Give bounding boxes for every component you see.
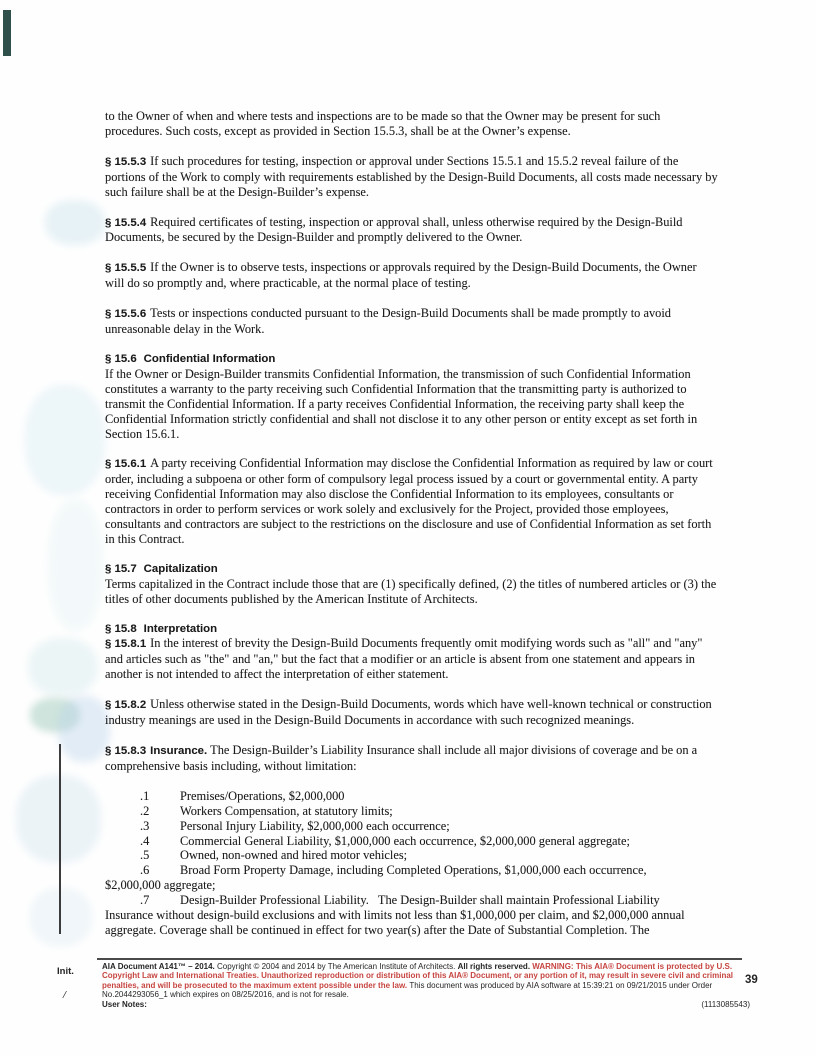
item-number: .1 — [140, 788, 150, 803]
scan-artifact — [45, 200, 105, 245]
item-number: .5 — [140, 848, 150, 863]
item-number: .6 — [140, 863, 150, 878]
item-text: Workers Compensation, at statutory limits; — [180, 803, 393, 818]
section-15-6-1 — [105, 456, 718, 546]
paragraph-text: The Design-Builder’s Liability Insurance shall include all major divisions of coverage and be on a comprehensive basis including, without limitation: — [105, 743, 698, 773]
section-number: § 15.8.2 — [105, 699, 147, 712]
paragraph-text: In the interest of brevity the Design-Build Documents frequently omit modifying words such as "all" and "any" and articles such as "the" and "an," but the fact that a modifier or an article is absent from one statement and appears in another is not intended to affect the interpretation of either statement. — [105, 636, 703, 682]
item-number: .4 — [140, 833, 150, 848]
footer-legal-text — [102, 962, 750, 1000]
section-number: § 15.8.1 — [105, 638, 147, 651]
section-number: § 15.7 — [105, 562, 137, 575]
section-number: § 15.8 — [105, 622, 137, 635]
footer-doc-title: AIA Document A141™ – 2014. — [102, 962, 215, 971]
paragraph-text: Terms capitalized in the Contract include those that are (1) specifically defined, (2) the titles of numbered articles or (3) the titles of other documents published by the American Institute of Architects. — [105, 576, 717, 606]
section-number: § 15.6.1 — [105, 458, 147, 471]
item-text: Personal Injury Liability, $2,000,000 each occurrence; — [180, 818, 450, 833]
paragraph-continuation — [105, 109, 718, 139]
paragraph-text: If such procedures for testing, inspection or approval under Sections 15.5.1 and 15.5.2 reveal failure of the portions of the Work to comply with requirements established by the Design-Build Documents, all costs made necessary by such failure shall be at the Design-Builder’s expense. — [105, 153, 718, 199]
scan-artifact — [58, 696, 110, 762]
section-number: § 15.5.6 — [105, 308, 147, 321]
insurance-item — [105, 834, 718, 849]
scan-artifact — [30, 888, 92, 946]
insurance-item — [105, 848, 718, 863]
footer-divider — [97, 958, 742, 960]
section-title: Interpretation — [143, 622, 218, 635]
heading-15-8 — [105, 622, 718, 637]
section-number: § 15.5.5 — [105, 262, 147, 275]
scan-edge-mark — [3, 10, 11, 56]
paragraph-text: If the Owner or Design-Builder transmits Confidential Information, the transmission of such Confidential Information constitutes a warranty to the party receiving such Confidential Information that the transmitting party is authorized to transmit the Confidential Information. If a party receives Confidential Information, the receiving party shall keep the Confidential Information strictly confidential and shall not disclose it to any other person or entity except as set forth in Section 15.6.1. — [105, 366, 698, 441]
section-15-8-1 — [105, 636, 718, 682]
section-15-7-body — [105, 577, 718, 607]
page-number: 39 — [745, 974, 758, 986]
margin-change-bar — [59, 744, 61, 934]
paragraph-text: Unless otherwise stated in the Design-Build Documents, words which have well-known technical or construction industry meanings are used in the Design-Build Documents in accordance with such recognized meanings. — [105, 697, 712, 728]
heading-15-7 — [105, 562, 718, 577]
item-number: .2 — [140, 803, 150, 818]
section-15-8-2 — [105, 697, 718, 728]
paragraph-text: If the Owner is to observe tests, inspections or approvals required by the Design-Build Documents, the Owner will do so promptly and, where practicable, at the normal place of testing. — [105, 260, 697, 291]
footer-warning: WARNING: This AIA® Document is protected by U.S. Copyright Law and International Treaties. Unauthorized reproduction or distribution of this AIA® Document, or any portion of it, may result in severe civil and criminal penalties, and will be prosecuted to the maximum extent possible under the law. — [102, 962, 734, 990]
insurance-item-continuation: $2,000,000 aggregate; — [105, 878, 216, 893]
section-number: § 15.6 — [105, 352, 137, 365]
init-label: Init. — [57, 966, 74, 977]
insurance-item — [105, 863, 718, 878]
item-text: Premises/Operations, $2,000,000 — [180, 788, 345, 803]
section-title: Confidential Information — [143, 352, 276, 365]
paragraph-text: Tests or inspections conducted pursuant to the Design-Build Documents shall be made promptly to avoid unreasonable delay in the Work. — [105, 306, 671, 337]
footer-produced: This document was produced by AIA software at 15:39:21 on 09/21/2015 under Order No.2044293056_1 which expires on 08/25/2016, and is not for resale. — [102, 980, 713, 1000]
insurance-item — [105, 819, 718, 834]
document-body — [105, 109, 718, 953]
document-id: (1113085543) — [701, 1000, 750, 1010]
user-notes-label: User Notes: — [102, 1000, 147, 1010]
paragraph-text: to the Owner of when and where tests and inspections are to be made so that the Owner may be present for such procedures. Such costs, except as provided in Section 15.5.3, shall be at the Owner’s expense. — [105, 109, 661, 138]
section-15-8-3 — [105, 743, 718, 774]
scan-artifact — [25, 385, 105, 495]
section-15-6-body — [105, 367, 718, 442]
footer-copyright: Copyright © 2004 and 2014 by The American Institute of Architects. — [214, 962, 458, 971]
insurance-item — [105, 804, 718, 819]
section-number: § 15.5.4 — [105, 216, 147, 229]
item-number: .3 — [140, 818, 150, 833]
footer-legal — [102, 962, 750, 1010]
item-text: Broad Form Property Damage, including Completed Operations, $1,000,000 each occurrence, — [180, 863, 647, 878]
paragraph-text: Required certificates of testing, inspection or approval shall, unless otherwise required by the Design-Build Documents, be secured by the Design-Builder and promptly delivered to the Owner. — [105, 214, 683, 245]
item-text: Owned, non-owned and hired motor vehicles; — [180, 848, 408, 863]
insurance-item — [105, 893, 718, 908]
section-number: § 15.5.3 — [105, 155, 147, 168]
section-15-5-6 — [105, 306, 718, 337]
paragraph-text: A party receiving Confidential Information may disclose the Confidential Information as required by law or court order, including a subpoena or other form of compulsory legal process issued by a court or governmental entity. A party receiving Confidential Information may also disclose the Confidential Information to its employees, consultants or contractors in order to perform services or work solely and exclusively for the Project, provided those employees, consultants and contractors are subject to the restrictions on the disclosure and use of Confidential Information as set forth in this Contract. — [105, 456, 713, 546]
insurance-item-continuation: Insurance without design-build exclusions and with limits not less than $1,000,000 per claim, and $2,000,000 annual aggregate. Coverage shall be continued in effect for two year(s) after the Date of Substantial Completion. The — [105, 908, 685, 937]
scan-artifact — [48, 500, 103, 630]
heading-15-6 — [105, 352, 718, 367]
scan-artifact — [28, 638, 98, 696]
insurance-list — [105, 789, 718, 938]
section-15-5-4 — [105, 215, 718, 246]
footer-rights: All rights reserved. — [457, 962, 533, 971]
item-text: Design-Builder Professional Liability. The Design-Builder shall maintain Professional Liability — [180, 893, 660, 908]
item-number: .7 — [140, 893, 150, 908]
section-number: § 15.8.3 — [105, 745, 147, 757]
init-signature: / — [63, 989, 67, 1001]
section-title: Capitalization — [143, 562, 218, 575]
item-text: Commercial General Liability, $1,000,000 each occurrence, $2,000,000 general aggregate; — [180, 833, 630, 848]
section-15-5-3 — [105, 154, 718, 200]
footer-notes-row — [102, 1000, 750, 1009]
section-15-5-5 — [105, 260, 718, 291]
section-lead: Insurance. — [150, 745, 208, 757]
insurance-item — [105, 789, 718, 804]
